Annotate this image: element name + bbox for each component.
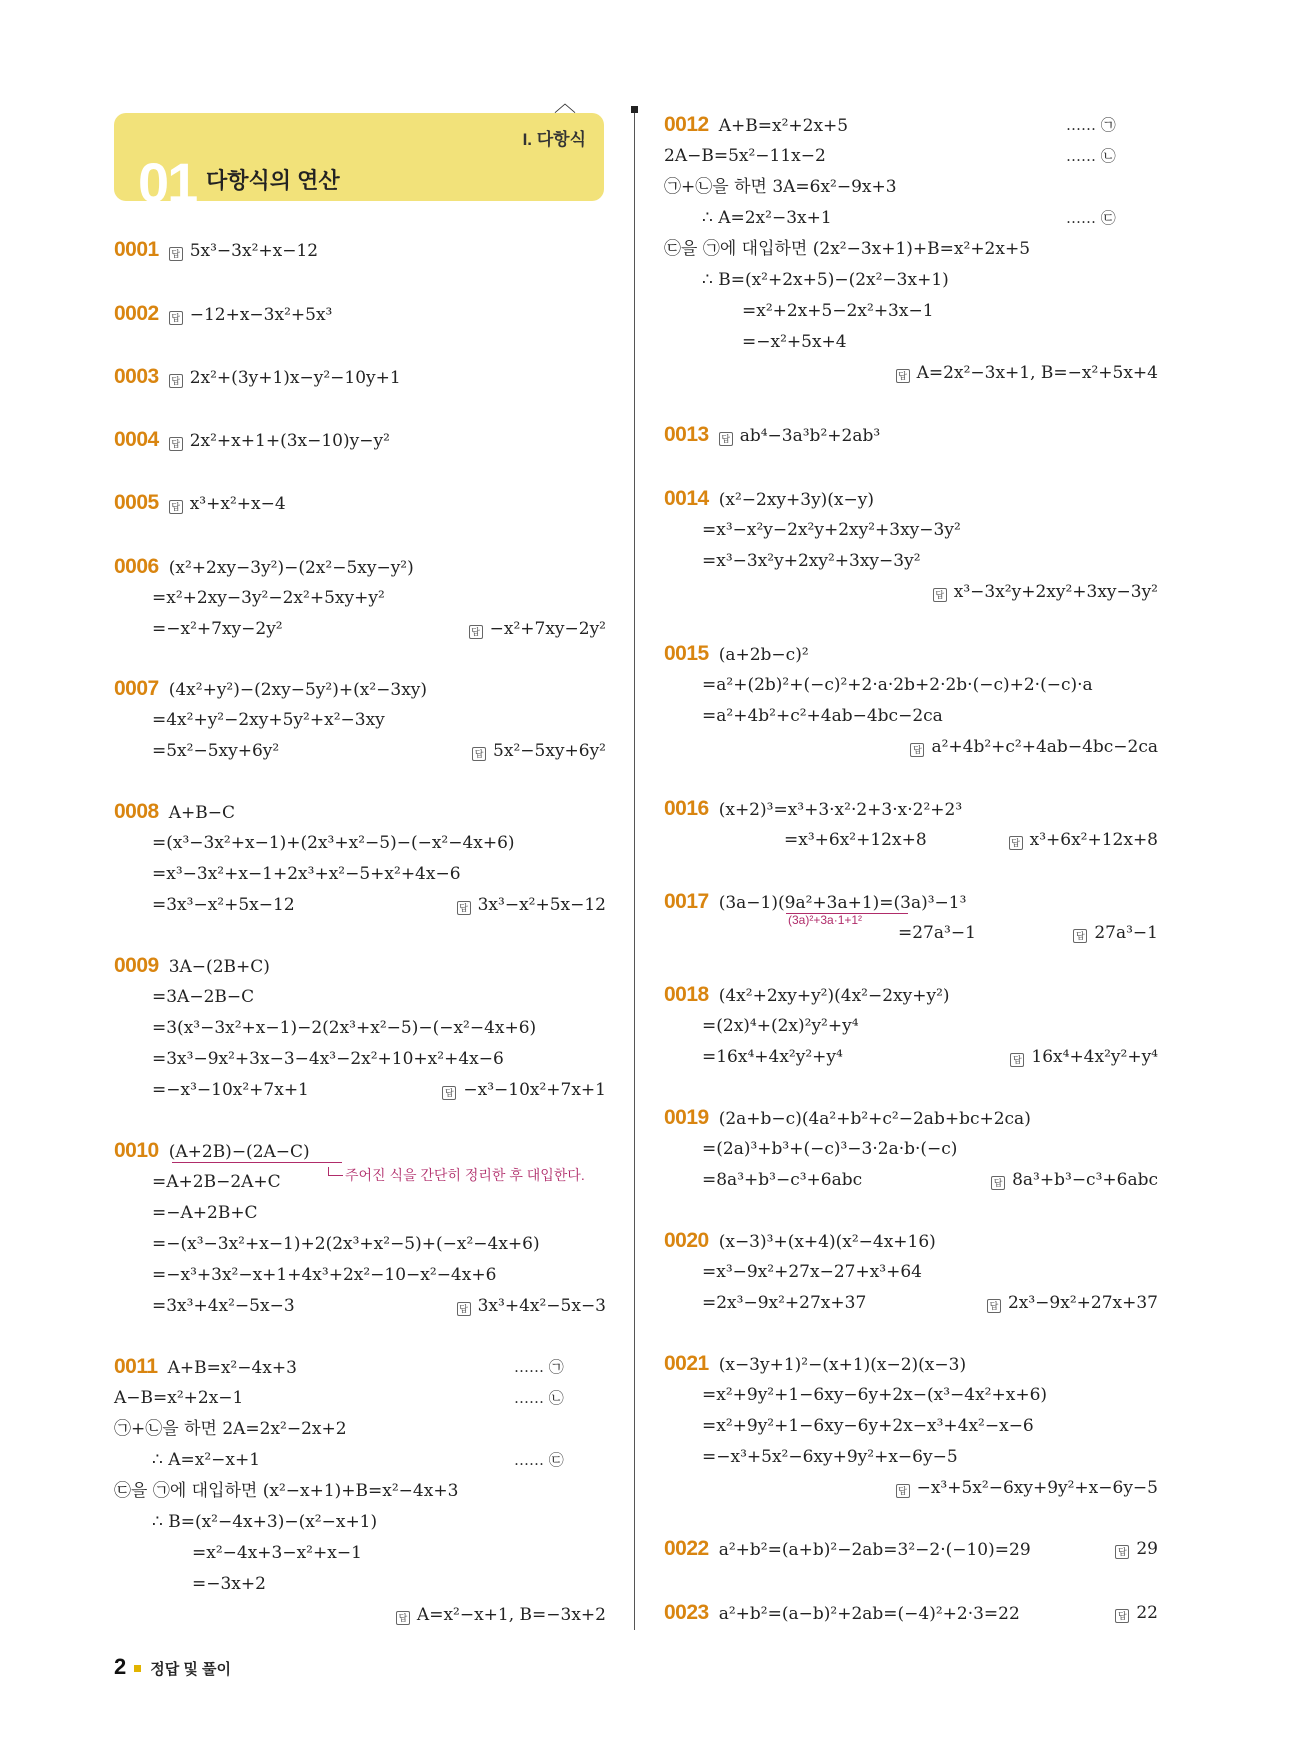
answer-mark-icon: 답 [457, 901, 471, 915]
problem-id: 0016 [664, 797, 709, 820]
answer-text: 2x³−9x²+27x+37 [1007, 1293, 1158, 1313]
final-answer [896, 360, 1158, 386]
answer-text: −12+x−3x²+5x³ [189, 305, 333, 325]
solution-line: a²+b²=(a+b)²−2ab=3²−2·(−10)=29 [718, 1540, 1031, 1560]
solution-line: =(x³−3x²+x−1)+(2x³+x²−5)−(−x²−4x+6) [152, 833, 515, 853]
equation-tag: …… ㉢ [514, 1451, 564, 1469]
problem-id: 0011 [114, 1355, 158, 1378]
problem-0011 [114, 1354, 297, 1381]
answer-mark-icon: 답 [169, 247, 183, 261]
solution-line: =(2a)³+b³+(−c)³−3·2a·b·(−c) [702, 1139, 958, 1159]
solution-line: ㉢을 ㉠에 대입하면 (2x²−3x+1)+B=x²+2x+5 [664, 239, 1031, 259]
answer-text: 2x²+(3y+1)x−y²−10y+1 [189, 368, 401, 388]
problem-id: 0021 [664, 1352, 709, 1375]
final-answer [457, 892, 606, 918]
hint-note [328, 1162, 585, 1189]
divider-marker [631, 106, 638, 113]
answer-text: ab⁴−3a³b²+2ab³ [739, 426, 881, 446]
page-number: 2 [114, 1654, 127, 1679]
answer-text: −x³−10x²+7x+1 [463, 1080, 606, 1100]
solution-line: =−3x+2 [192, 1574, 266, 1594]
chevron-up-icon: ︿ [554, 92, 577, 117]
problem-0015 [664, 641, 809, 668]
solution-line: =x²+2xy−3y²−2x²+5xy+y² [152, 588, 385, 608]
solution-line: =3(x³−3x²+x−1)−2(2x³+x²−5)−(−x²−4x+6) [152, 1018, 537, 1038]
problem-id: 0007 [114, 677, 159, 700]
solution-line: A+B−C [168, 803, 235, 823]
solution-line: ∴ B=(x²+2x+5)−(2x²−3x+1) [702, 270, 949, 290]
solution-line: =3A−2B−C [152, 987, 255, 1007]
solution-line: =a²+4b²+c²+4ab−4bc−2ca [702, 706, 943, 726]
answer-text: 8a³+b³−c³+6abc [1012, 1170, 1158, 1190]
problem-id: 0004 [114, 428, 159, 451]
problem-0003 [114, 364, 401, 391]
solution-line: ㉢을 ㉠에 대입하면 (x²−x+1)+B=x²−4x+3 [114, 1481, 459, 1501]
solution-line: =−x³+3x²−x+1+4x³+2x²−10−x²−4x+6 [152, 1265, 497, 1285]
solution-line: =2x³−9x²+27x+37 [702, 1293, 867, 1313]
problem-0002 [114, 301, 332, 328]
problem-0020 [664, 1228, 936, 1255]
final-answer [1010, 1044, 1158, 1070]
problem-id: 0019 [664, 1106, 709, 1129]
part-label: I. 다항식 [522, 130, 586, 149]
final-answer [933, 579, 1158, 605]
solution-line: =a²+(2b)²+(−c)²+2·a·2b+2·2b·(−c)+2·(−c)·a [702, 675, 1093, 695]
chapter-title: 다항식의 연산 [206, 168, 340, 193]
problem-id: 0014 [664, 487, 709, 510]
solution-line: =x³−3x²y+2xy²+3xy−3y² [702, 551, 921, 571]
answer-mark-icon: 답 [1073, 929, 1087, 943]
problem-id: 0008 [114, 800, 159, 823]
page-footer [114, 1654, 231, 1680]
solution-line: =x²+9y²+1−6xy−6y+2x−x³+4x²−x−6 [702, 1416, 1034, 1436]
note-pointer [328, 1167, 343, 1176]
problem-id: 0012 [664, 113, 709, 136]
answer-text: 29 [1136, 1539, 1158, 1559]
solution-line: ∴ B=(x²−4x+3)−(x²−x+1) [152, 1512, 378, 1532]
answer-text: x³−3x²y+2xy²+3xy−3y² [953, 582, 1158, 602]
problem-id: 0002 [114, 302, 159, 325]
hint-note [788, 912, 862, 928]
solution-line: =x³−3x²+x−1+2x³+x²−5+x²+4x−6 [152, 864, 461, 884]
problem-0006 [114, 554, 414, 581]
chapter-header [114, 113, 604, 214]
answer-mark-icon: 답 [991, 1176, 1005, 1190]
solution-line: 3A−(2B+C) [168, 957, 270, 977]
problem-0022 [664, 1536, 1031, 1563]
solution-line: =3x³+4x²−5x−3 [152, 1296, 295, 1316]
solution-line: =x³+6x²+12x+8 [784, 830, 927, 850]
problem-0018 [664, 982, 950, 1009]
answer-text: A=x²−x+1, B=−3x+2 [416, 1605, 606, 1625]
final-answer [1115, 1536, 1158, 1562]
problem-0008 [114, 799, 235, 826]
answer-text: −x²+7xy−2y² [489, 619, 606, 639]
answer-mark-icon: 답 [987, 1299, 1001, 1313]
solution-line: ㉠+㉡을 하면 2A=2x²−2x+2 [114, 1419, 347, 1439]
answer-text: a²+4b²+c²+4ab−4bc−2ca [931, 737, 1158, 757]
solution-line: A+B=x²−4x+3 [167, 1358, 297, 1378]
problem-0012 [664, 112, 848, 139]
answer-text: −x³+5x²−6xy+9y²+x−6y−5 [916, 1478, 1158, 1498]
problem-id: 0010 [114, 1139, 159, 1162]
final-answer [469, 616, 606, 642]
problem-0014 [664, 486, 874, 513]
problem-id: 0006 [114, 555, 159, 578]
problem-0019 [664, 1105, 1031, 1132]
answer-mark-icon: 답 [169, 374, 183, 388]
solution-line: (4x²+2xy+y²)(4x²−2xy+y²) [718, 986, 950, 1006]
note-text: 주어진 식을 간단히 정리한 후 대입한다. [345, 1167, 585, 1183]
answer-mark-icon: 답 [896, 1484, 910, 1498]
solution-line: A−B=x²+2x−1 [114, 1388, 244, 1408]
solution-line: =x²+2x+5−2x²+3x−1 [742, 301, 934, 321]
problem-id: 0005 [114, 491, 159, 514]
problem-0016 [664, 796, 962, 823]
answer-mark-icon: 답 [472, 747, 486, 761]
solution-line: =x³−9x²+27x−27+x³+64 [702, 1262, 922, 1282]
solution-line: (x−3y+1)²−(x+1)(x−2)(x−3) [718, 1355, 967, 1375]
solution-line: 2A−B=5x²−11x−2 [664, 146, 826, 166]
answer-mark-icon: 답 [1115, 1609, 1129, 1623]
final-answer [442, 1077, 606, 1103]
solution-line: =−x³+5x²−6xy+9y²+x−6y−5 [702, 1447, 958, 1467]
solution-line: (a+2b−c)² [718, 645, 809, 665]
final-answer [991, 1167, 1158, 1193]
problem-id: 0023 [664, 1601, 709, 1624]
answer-mark-icon: 답 [719, 432, 733, 446]
answer-text: 3x³+4x²−5x−3 [477, 1296, 606, 1316]
solution-line: =A+2B−2A+C [152, 1172, 281, 1192]
final-answer [987, 1290, 1158, 1316]
solution-line: =5x²−5xy+6y² [152, 741, 280, 761]
solution-line: (3a−1)(9a²+3a+1)=(3a)³−1³ [718, 893, 967, 913]
answer-mark-icon: 답 [169, 500, 183, 514]
final-answer [457, 1293, 606, 1319]
solution-line: =3x³−9x²+3x−3−4x³−2x²+10+x²+4x−6 [152, 1049, 504, 1069]
problem-0021 [664, 1351, 966, 1378]
solution-line: =x²+9y²+1−6xy−6y+2x−(x³−4x²+x+6) [702, 1385, 1048, 1405]
solution-line: (2a+b−c)(4a²+b²+c²−2ab+bc+2ca) [718, 1109, 1031, 1129]
solution-line: =x²−4x+3−x²+x−1 [192, 1543, 362, 1563]
answer-text: 22 [1136, 1603, 1158, 1623]
note-text: (3a)²+3a·1+1² [788, 913, 863, 927]
problem-0004 [114, 427, 390, 454]
problem-0007 [114, 676, 427, 703]
problem-id: 0009 [114, 954, 159, 977]
answer-mark-icon: 답 [396, 1611, 410, 1625]
solution-line: (x²+2xy−3y²)−(2x²−5xy−y²) [168, 558, 414, 578]
problem-id: 0017 [664, 890, 709, 913]
answer-mark-icon: 답 [469, 625, 483, 639]
solution-line: (x−3)³+(x+4)(x²−4x+16) [718, 1232, 936, 1252]
equation-tag: …… ㉡ [514, 1389, 564, 1407]
solution-line: =(2x)⁴+(2x)²y²+y⁴ [702, 1016, 859, 1036]
answer-text: 16x⁴+4x²y²+y⁴ [1031, 1047, 1158, 1067]
answer-text: x³+x²+x−4 [189, 494, 286, 514]
answer-mark-icon: 답 [1115, 1545, 1129, 1559]
answer-mark-icon: 답 [169, 437, 183, 451]
chapter-number: 01 [138, 151, 197, 214]
final-answer [1009, 827, 1158, 853]
answer-text: A=2x²−3x+1, B=−x²+5x+4 [916, 363, 1158, 383]
solution-line: ∴ A=x²−x+1 [152, 1450, 261, 1470]
answer-mark-icon: 답 [910, 743, 924, 757]
answer-text: x³+6x²+12x+8 [1029, 830, 1158, 850]
answer-mark-icon: 답 [1010, 1053, 1024, 1067]
solution-line: A+B=x²+2x+5 [718, 116, 849, 136]
equation-tag: …… ㉡ [1066, 147, 1116, 165]
problem-id: 0020 [664, 1229, 709, 1252]
final-answer [1073, 920, 1158, 946]
problem-0009 [114, 953, 270, 980]
solution-line: =4x²+y²−2xy+5y²+x²−3xy [152, 710, 385, 730]
solution-line: =−(x³−3x²+x−1)+2(2x³+x²−5)+(−x²−4x+6) [152, 1234, 540, 1254]
solution-line: =x³−x²y−2x²y+2xy²+3xy−3y² [702, 520, 961, 540]
solution-line: =8a³+b³−c³+6abc [702, 1170, 863, 1190]
footer-label: 정답 및 풀이 [150, 1661, 232, 1678]
final-answer [910, 734, 1158, 760]
equation-tag: …… ㉢ [1066, 209, 1116, 227]
answer-mark-icon: 답 [457, 1302, 471, 1316]
final-answer [896, 1475, 1158, 1501]
equation-tag: …… ㉠ [514, 1358, 564, 1376]
answer-mark-icon: 답 [442, 1086, 456, 1100]
solution-line: (A+2B)−(2A−C) [168, 1142, 310, 1162]
problem-id: 0003 [114, 365, 159, 388]
final-answer [396, 1602, 606, 1628]
problem-0005 [114, 490, 286, 517]
final-answer [472, 738, 606, 764]
solution-line: =−x²+7xy−2y² [152, 619, 283, 639]
answer-mark-icon: 답 [1009, 836, 1023, 850]
problem-id: 0015 [664, 642, 709, 665]
solution-line: (x+2)³=x³+3·x²·2+3·x·2²+2³ [718, 800, 963, 820]
solution-line: =27a³−1 [898, 923, 976, 943]
problem-id: 0013 [664, 423, 709, 446]
solution-line: a²+b²=(a−b)²+2ab=(−4)²+2·3=22 [718, 1604, 1020, 1624]
bullet-square-icon [134, 1665, 141, 1672]
answer-text: 27a³−1 [1094, 923, 1158, 943]
problem-id: 0018 [664, 983, 709, 1006]
problem-id: 0001 [114, 238, 159, 261]
solution-line: ㉠+㉡을 하면 3A=6x²−9x+3 [664, 177, 897, 197]
answer-text: 5x³−3x²+x−12 [189, 241, 319, 261]
equation-tag: …… ㉠ [1066, 116, 1116, 134]
solution-line: =−x²+5x+4 [742, 332, 847, 352]
problem-id: 0022 [664, 1537, 709, 1560]
solution-line: =−A+2B+C [152, 1203, 258, 1223]
note-underline [172, 1162, 342, 1163]
solution-line: =16x⁴+4x²y²+y⁴ [702, 1047, 843, 1067]
solution-line: (x²−2xy+3y)(x−y) [718, 490, 875, 510]
solution-line: =3x³−x²+5x−12 [152, 895, 295, 915]
answer-text: 3x³−x²+5x−12 [477, 895, 606, 915]
answer-text: 5x²−5xy+6y² [493, 741, 606, 761]
solution-line: (4x²+y²)−(2xy−5y²)+(x²−3xy) [168, 680, 428, 700]
answer-mark-icon: 답 [169, 311, 183, 325]
problem-0023 [664, 1600, 1020, 1627]
solution-line: =−x³−10x²+7x+1 [152, 1080, 309, 1100]
problem-0013 [664, 422, 880, 449]
solution-line: ∴ A=2x²−3x+1 [702, 208, 832, 228]
problem-0010 [114, 1138, 310, 1165]
problem-0001 [114, 237, 318, 264]
final-answer [1115, 1600, 1158, 1626]
column-divider [634, 108, 635, 1630]
answer-text: 2x²+x+1+(3x−10)y−y² [189, 431, 390, 451]
answer-mark-icon: 답 [933, 588, 947, 602]
answer-mark-icon: 답 [896, 369, 910, 383]
